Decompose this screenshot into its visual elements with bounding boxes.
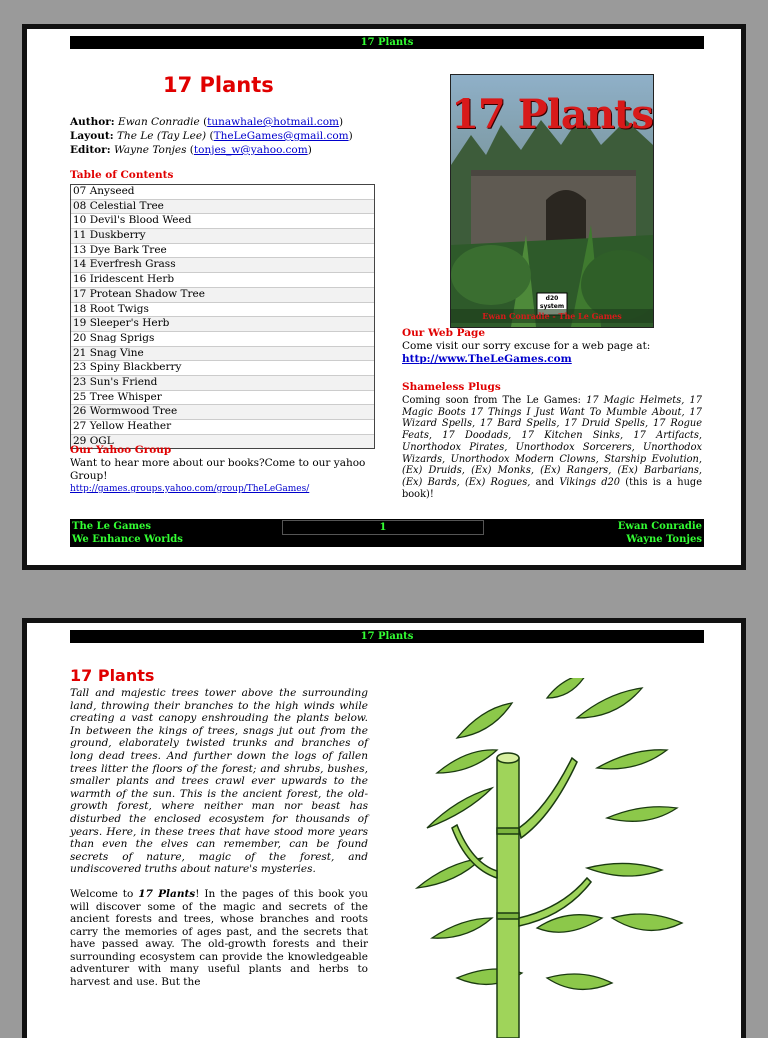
credit-name: Ewan Conradie [118, 116, 200, 128]
footer-tagline: We Enhance Worlds [72, 534, 183, 545]
toc-item[interactable]: 18 Root Twigs [71, 303, 374, 318]
page-number: 1 [282, 520, 484, 535]
plugs-lead: Coming soon from The Le Games: [402, 395, 587, 406]
credit-label: Editor: [70, 144, 111, 156]
yahoo-text: Want to hear more about our books?Come to our yahoo Group! [70, 457, 366, 482]
footer-editor: Wayne Tonjes [626, 534, 702, 545]
toc-item[interactable]: 13 Dye Bark Tree [71, 244, 374, 259]
credits-block [70, 115, 353, 157]
shameless-plugs-text [402, 395, 702, 500]
toc-item[interactable]: 26 Wormwood Tree [71, 405, 374, 420]
toc-item[interactable]: 27 Yellow Heather [71, 420, 374, 435]
yahoo-heading: Our Yahoo Group [70, 444, 172, 456]
plugs-list: 17 Magic Helmets, 17 Magic Boots 17 Things I Just Want To Mumble About, 17 Wizard Spells, 17 Bard Spells, 17 Druid Spells, 17 Rogue Feats, 17 Doodads, 17 Kitchen Sinks, 17 Artifacts, Unorthodox Pirates, Unorthodox Sorcerers, Unorthodox Wizards, Unorthodox Modern Clowns, Starship Evolution, (Ex) Druids, (Ex) Monks, (Ex) Rangers, (Ex) Barbarians, (Ex) Bards, (Ex) Rogues, [402, 395, 702, 488]
credit-name: Wayne Tonjes [113, 144, 187, 156]
toc-item[interactable]: 11 Duskberry [71, 229, 374, 244]
toc-item[interactable]: 08 Celestial Tree [71, 200, 374, 215]
credit-editor: Editor: Wayne Tonjes (tonjes_w@yahoo.com) [70, 144, 312, 156]
credit-layout: Layout: The Le (Tay Lee) (TheLeGames@gmail.com) [70, 130, 353, 142]
page-2 [22, 618, 746, 1038]
bamboo-plant-illustration [397, 678, 697, 1038]
web-heading: Our Web Page [402, 327, 486, 339]
web-block [402, 340, 702, 366]
intro-paragraph-2 [70, 888, 368, 989]
author-email-link[interactable]: tunawhale@hotmail.com [207, 116, 339, 128]
layout-email-link[interactable]: TheLeGames@gmail.com [213, 130, 349, 142]
toc-item[interactable]: 07 Anyseed [71, 185, 374, 200]
toc-item[interactable]: 21 Snag Vine [71, 347, 374, 362]
toc-item[interactable]: 16 Iridescent Herb [71, 273, 374, 288]
yahoo-group-link[interactable]: http://games.groups.yahoo.com/group/TheLeGames/ [70, 484, 310, 494]
yahoo-block [70, 457, 375, 496]
toc-item[interactable]: 17 Protean Shadow Tree [71, 288, 374, 303]
intro-text [70, 687, 368, 1001]
toc-item[interactable]: 29 OGL [71, 435, 374, 449]
table-of-contents [70, 184, 375, 449]
editor-email-link[interactable]: tonjes_w@yahoo.com [193, 144, 308, 156]
plugs-heading: Shameless Plugs [402, 381, 501, 393]
footer-right [618, 520, 702, 546]
plugs-tail: (this is a huge book)! [402, 476, 702, 500]
footer-author: Ewan Conradie [617, 521, 702, 532]
page-header-bar: 17 Plants [70, 36, 704, 49]
footer-publisher: The Le Games [72, 521, 152, 532]
book-cover-image [450, 74, 654, 328]
website-link[interactable]: http://www.TheLeGames.com [402, 353, 572, 365]
plugs-last: Vikings d20 [559, 476, 621, 488]
plugs-and: and [530, 476, 560, 488]
credit-label: Author: [70, 116, 115, 128]
para2-book-title: 17 Plants [138, 887, 196, 900]
page-header-bar: 17 Plants [70, 630, 704, 643]
page-footer [70, 519, 704, 547]
para2-rest: ! In the pages of this book you will discover some of the magic and secrets of the ancient forests and trees, whose branches and roots carry the memories of ages past, and the secrets that have passed away. The old-growth forests and their surrounding ecosystem can provide the knowledgeable adventurer with many useful plants and herbs to harvest and use. But the [70, 887, 368, 989]
toc-item[interactable]: 20 Snag Sprigs [71, 332, 374, 347]
credit-author: Author: Ewan Conradie (tunawhale@hotmail.com) [70, 116, 344, 128]
cover-credit: Ewan Conradie - The Le Games [482, 311, 622, 321]
credit-name: The Le (Tay Lee) [117, 130, 207, 142]
toc-item[interactable]: 10 Devil's Blood Weed [71, 214, 374, 229]
toc-item[interactable]: 14 Everfresh Grass [71, 258, 374, 273]
section-title: 17 Plants [70, 666, 155, 685]
toc-item[interactable]: 23 Sun's Friend [71, 376, 374, 391]
toc-item[interactable]: 23 Spiny Blackberry [71, 361, 374, 376]
page-title: 17 Plants [163, 73, 274, 97]
credit-label: Layout: [70, 130, 114, 142]
web-text: Come visit our sorry excuse for a web page at: [402, 340, 651, 352]
toc-item[interactable]: 25 Tree Whisper [71, 391, 374, 406]
footer-left [72, 520, 183, 546]
para2-start: Welcome to [70, 887, 139, 900]
page-1 [22, 24, 746, 570]
cover-title: 17 Plants [451, 91, 653, 138]
toc-item[interactable]: 19 Sleeper's Herb [71, 317, 374, 332]
intro-paragraph-1: Tall and majestic trees tower above the surrounding land, throwing their branches to the high winds while creating a vast canopy enshrouding the plants below. In between the kings of trees, snags jut out from the ground, elaborately twisted trunks and branches of long dead trees. And further down the logs of fallen trees litter the floors of the forest; and shrubs, bushes, smaller plants and trees crawl ever upwards to the warmth of the sun. This is the ancient forest, the old-growth forest, where neither man nor beast has disturbed the enclosed ecosystem for thousands of years. Here, in these trees that have stood more years than even the elves can remember, can be found secrets of nature, magic of the forest, and undiscovered truths about nature's mysteries. [70, 687, 368, 876]
toc-heading: Table of Contents [70, 169, 174, 181]
cover-logo: d20 system [539, 295, 565, 310]
